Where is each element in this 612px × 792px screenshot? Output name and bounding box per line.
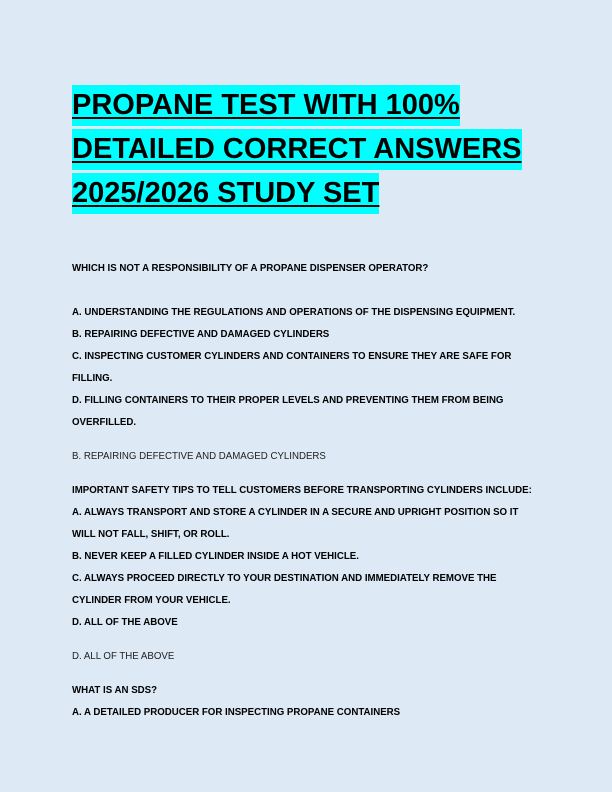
title-line-text: PROPANE TEST WITH 100%: [72, 85, 460, 126]
option-item: A. ALWAYS TRANSPORT AND STORE A CYLINDER IN A SECURE AND UPRIGHT POSITION SO IT WILL NOT FALL, SHIFT, OR ROLL.: [72, 507, 519, 540]
option-item: D. FILLING CONTAINERS TO THEIR PROPER LEVELS AND PREVENTING THEM FROM BEING OVERFILLED.: [72, 395, 504, 428]
title-line: [72, 85, 522, 129]
question-block: [72, 680, 542, 724]
question-block: [72, 258, 542, 468]
option-item: A. UNDERSTANDING THE REGULATIONS AND OPERATIONS OF THE DISPENSING EQUIPMENT.: [72, 307, 516, 318]
question-list: [72, 258, 542, 724]
answer-text: B. REPAIRING DEFECTIVE AND DAMAGED CYLINDERS: [72, 451, 326, 462]
question-text: WHICH IS NOT A RESPONSIBILITY OF A PROPANE DISPENSER OPERATOR?: [72, 263, 429, 274]
title-line-text: DETAILED CORRECT ANSWERS: [72, 129, 522, 170]
question-text: WHAT IS AN SDS?: [72, 685, 158, 696]
option-item: D. ALL OF THE ABOVE: [72, 617, 178, 628]
question-text: IMPORTANT SAFETY TIPS TO TELL CUSTOMERS BEFORE TRANSPORTING CYLINDERS INCLUDE:: [72, 485, 532, 496]
option-item: B. REPAIRING DEFECTIVE AND DAMAGED CYLINDERS: [72, 329, 330, 340]
option-item: C. ALWAYS PROCEED DIRECTLY TO YOUR DESTINATION AND IMMEDIATELY REMOVE THE CYLINDER FROM YOUR VEHICLE.: [72, 573, 497, 606]
option-item: B. NEVER KEEP A FILLED CYLINDER INSIDE A HOT VEHICLE.: [72, 551, 359, 562]
option-item: C. INSPECTING CUSTOMER CYLINDERS AND CONTAINERS TO ENSURE THEY ARE SAFE FOR FILLING.: [72, 351, 512, 384]
answer-text: D. ALL OF THE ABOVE: [72, 651, 175, 662]
title-line: [72, 173, 522, 217]
option-item: A. A DETAILED PRODUCER FOR INSPECTING PROPANE CONTAINERS: [72, 707, 401, 718]
question-block: [72, 480, 542, 668]
title-line-text: 2025/2026 STUDY SET: [72, 173, 379, 214]
title-line: [72, 129, 522, 173]
document-title: [72, 85, 522, 217]
